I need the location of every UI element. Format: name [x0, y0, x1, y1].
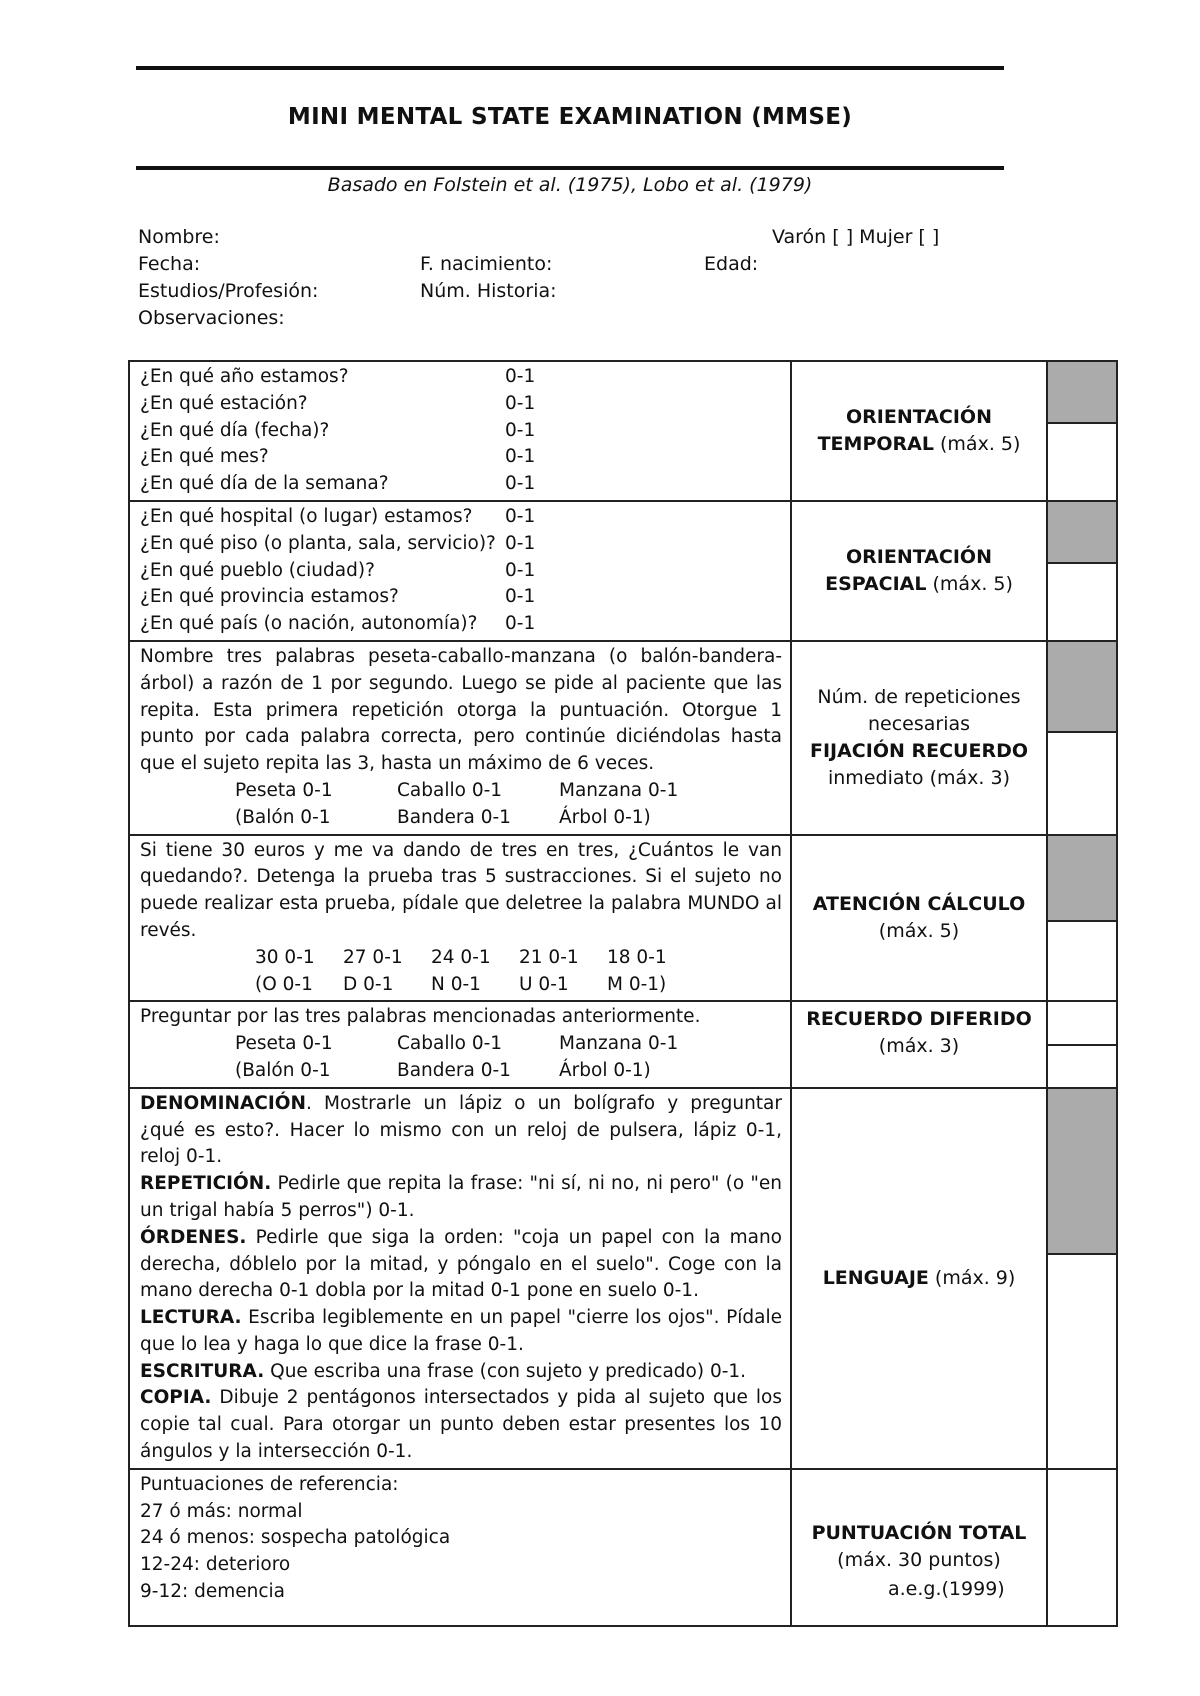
question-row	[140, 531, 782, 558]
diferido-instructions	[129, 1001, 791, 1087]
page-title: MINI MENTAL STATE EXAMINATION (MMSE)	[287, 104, 853, 130]
category-diferido	[791, 1001, 1047, 1087]
score-cell-lenguaje[interactable]	[1047, 1088, 1117, 1469]
question-score: 0-1	[505, 473, 536, 495]
question-row	[140, 418, 782, 445]
category-title: TEMPORAL	[817, 432, 934, 455]
question-row	[140, 364, 782, 391]
category-fijacion	[791, 641, 1047, 835]
category-note: necesarias	[867, 712, 971, 735]
section-atencion	[129, 835, 1117, 1002]
question-text: ¿En qué mes?	[140, 446, 269, 468]
score-box-shaded	[1048, 362, 1116, 424]
question-score: 0-1	[505, 446, 536, 468]
task-text: Pedirle que repita la frase: "ni sí, ni no, ni pero" (o "en un trigal había 5 perros") 0-1.	[140, 1173, 782, 1221]
reference-line: Puntuaciones de referencia:	[140, 1473, 399, 1495]
word-item: Peseta 0-1	[235, 1033, 333, 1055]
subtraction-item: 18 0-1	[607, 946, 667, 968]
category-max: (máx. 5)	[878, 919, 960, 942]
score-box[interactable]	[1048, 922, 1116, 995]
question-score: 0-1	[505, 559, 536, 581]
temporal-questions	[129, 361, 791, 501]
category-atencion	[791, 835, 1047, 1002]
subtraction-item: 21 0-1	[519, 946, 579, 968]
category-title: RECUERDO DIFERIDO	[806, 1008, 1032, 1031]
word-item: Bandera 0-1	[397, 1059, 511, 1081]
word-item: Árbol 0-1)	[559, 1059, 651, 1081]
lenguaje-instructions	[129, 1088, 791, 1469]
question-score: 0-1	[505, 613, 536, 635]
word-item: Manzana 0-1	[559, 1033, 679, 1055]
section-temporal	[129, 361, 1117, 501]
field-nacimiento[interactable]: F. nacimiento:	[420, 253, 553, 275]
spelling-item: M 0-1)	[607, 973, 667, 995]
reference-line: 24 ó menos: sospecha patológica	[140, 1527, 451, 1549]
top-rule	[136, 66, 1004, 70]
spelling-item: D 0-1	[343, 973, 394, 995]
category-max: (máx. 3)	[878, 1035, 960, 1058]
word-item: Manzana 0-1	[559, 779, 679, 801]
task-text: Que escriba una frase (con sujeto y predicado) 0-1.	[264, 1360, 747, 1382]
atencion-text: Si tiene 30 euros y me va dando de tres en tres, ¿Cuántos le van quedando?. Detenga la prueba tras 5 sustracciones. Si el sujeto no puede realizar esta prueba, pídale que deletree la palabra MUNDO al revés.	[140, 839, 782, 941]
category-note: Núm. de repeticiones	[817, 685, 1021, 708]
category-max: inmediato (máx. 3)	[827, 766, 1010, 789]
category-max: (máx. 5)	[933, 432, 1021, 455]
subtraction-item: 30 0-1	[255, 946, 315, 968]
field-estudios[interactable]: Estudios/Profesión:	[138, 280, 319, 302]
spelling-item: U 0-1	[519, 973, 569, 995]
category-title: ORIENTACIÓN	[846, 545, 992, 568]
section-total	[129, 1469, 1117, 1626]
category-temporal	[791, 361, 1047, 501]
score-box[interactable]	[1048, 1002, 1116, 1046]
question-score: 0-1	[505, 419, 536, 441]
task-title: COPIA.	[140, 1387, 212, 1409]
question-text: ¿En qué país (o nación, autonomía)?	[140, 613, 478, 635]
score-cell-atencion[interactable]	[1047, 835, 1117, 1002]
question-row	[140, 444, 782, 471]
question-score: 0-1	[505, 392, 536, 414]
question-text: ¿En qué pueblo (ciudad)?	[140, 559, 375, 581]
category-title: ORIENTACIÓN	[846, 405, 992, 428]
task-text: Escriba legiblemente en un papel "cierre los ojos". Pídale que lo lea y haga lo que dice la frase 0-1.	[140, 1307, 782, 1355]
field-nombre[interactable]: Nombre:	[138, 226, 220, 248]
question-row	[140, 391, 782, 418]
word-item: Caballo 0-1	[397, 779, 503, 801]
question-row	[140, 611, 782, 638]
score-box[interactable]	[1048, 564, 1116, 633]
score-box[interactable]	[1048, 1046, 1116, 1080]
score-cell-temporal[interactable]	[1047, 361, 1117, 501]
question-score: 0-1	[505, 505, 536, 527]
score-box-shaded	[1048, 836, 1116, 922]
reference-line: 9-12: demencia	[140, 1581, 286, 1603]
fijacion-text: Nombre tres palabras peseta-caballo-manzana (o balón-bandera-árbol) a razón de 1 por segundo. Luego se pide al paciente que las repita. Esta primera repetición otorga la puntuación. Otorgue 1 punto por cada palabra correcta, pero continúe diciéndolas hasta que el sujeto repita las 3, hasta un máximo de 6 veces.	[140, 645, 782, 775]
espacial-questions	[129, 501, 791, 641]
fijacion-instructions	[129, 641, 791, 835]
question-score: 0-1	[505, 586, 536, 608]
field-edad[interactable]: Edad:	[704, 253, 759, 275]
question-text: ¿En qué piso (o planta, sala, servicio)?	[140, 532, 496, 554]
category-max: (máx. 5)	[926, 572, 1013, 595]
question-score: 0-1	[505, 532, 536, 554]
section-lenguaje	[129, 1088, 1117, 1469]
footer-credit: a.e.g.(1999)	[888, 1578, 1005, 1600]
word-list-alt	[140, 1058, 782, 1085]
score-box[interactable]	[1048, 424, 1116, 494]
category-max: (máx. 9)	[928, 1266, 1016, 1289]
score-cell-espacial[interactable]	[1047, 501, 1117, 641]
task-title: ÓRDENES.	[140, 1226, 247, 1248]
question-text: ¿En qué día de la semana?	[140, 473, 389, 495]
subtraction-item: 27 0-1	[343, 946, 403, 968]
task-text: Pedirle que siga la orden: "coja un papel con la mano derecha, dóblelo por la mitad, y póngalo en el suelo". Coge con la mano derecha 0-1 dobla por la mitad 0-1 pone en suelo 0-1.	[140, 1226, 782, 1302]
question-row	[140, 471, 782, 498]
task-title: REPETICIÓN.	[140, 1173, 272, 1195]
score-cell-fijacion[interactable]	[1047, 641, 1117, 835]
question-row	[140, 504, 782, 531]
question-text: ¿En qué año estamos?	[140, 366, 349, 387]
spelling-item: N 0-1	[431, 973, 481, 995]
word-item: Peseta 0-1	[235, 779, 333, 801]
task-text: Dibuje 2 pentágonos intersectados y pida al sujeto que los copie tal cual. Para otorgar un punto deben estar presentes los 10 ángulos y la intersección 0-1.	[140, 1387, 782, 1463]
spelling-list	[140, 972, 782, 999]
category-max: (máx. 30 puntos)	[837, 1549, 1001, 1572]
question-row	[140, 584, 782, 611]
category-title: ESPACIAL	[825, 572, 927, 595]
reference-line: 12-24: deterioro	[140, 1554, 291, 1576]
task-title: DENOMINACIÓN	[140, 1092, 306, 1114]
mmse-table	[128, 360, 1118, 1627]
field-fecha[interactable]: Fecha:	[138, 253, 201, 275]
score-box[interactable]	[1048, 733, 1116, 828]
question-text: ¿En qué estación?	[140, 392, 308, 414]
word-item: (Balón 0-1	[235, 1059, 331, 1081]
category-total	[791, 1469, 1047, 1626]
question-row	[140, 558, 782, 585]
score-box-shaded	[1048, 502, 1116, 564]
section-diferido	[129, 1001, 1117, 1087]
spelling-item: (O 0-1	[255, 973, 313, 995]
reference-scores	[129, 1469, 791, 1626]
score-box-shaded	[1048, 642, 1116, 733]
atencion-instructions	[129, 835, 791, 1002]
task-title: LECTURA.	[140, 1307, 242, 1329]
section-fijacion	[129, 641, 1117, 835]
word-item: Bandera 0-1	[397, 806, 511, 828]
word-list	[140, 778, 782, 805]
page-subtitle: Basado en Folstein et al. (1975), Lobo et al. (1979)	[327, 174, 813, 196]
word-list	[140, 1031, 782, 1058]
word-item: (Balón 0-1	[235, 806, 331, 828]
score-cell-diferido[interactable]	[1047, 1001, 1117, 1087]
question-text: ¿En qué hospital (o lugar) estamos?	[140, 505, 473, 527]
field-historia[interactable]: Núm. Historia:	[420, 280, 557, 302]
category-title: FIJACIÓN RECUERDO	[809, 739, 1029, 762]
score-box[interactable]	[1048, 1255, 1116, 1435]
title-rule	[136, 166, 1004, 170]
reference-line: 27 ó más: normal	[140, 1500, 303, 1522]
question-text: ¿En qué provincia estamos?	[140, 586, 399, 608]
word-item: Árbol 0-1)	[559, 806, 651, 828]
score-cell-total[interactable]	[1047, 1469, 1117, 1626]
question-text: ¿En qué día (fecha)?	[140, 419, 330, 441]
task-text: . Mostrarle un lápiz o un bolígrafo y preguntar ¿qué es esto?. Hacer lo mismo con un reloj de pulsera, lápiz 0-1, reloj 0-1.	[140, 1092, 782, 1168]
category-title: LENGUAJE	[822, 1266, 929, 1289]
section-espacial	[129, 501, 1117, 641]
diferido-text: Preguntar por las tres palabras mencionadas anteriormente.	[140, 1006, 701, 1028]
subtraction-list	[140, 945, 782, 972]
word-item: Caballo 0-1	[397, 1033, 503, 1055]
subtraction-item: 24 0-1	[431, 946, 491, 968]
category-lenguaje	[791, 1088, 1047, 1469]
score-box-shaded	[1048, 1089, 1116, 1255]
category-title: ATENCIÓN CÁLCULO	[812, 892, 1026, 915]
field-observaciones[interactable]: Observaciones:	[138, 307, 285, 329]
category-title: PUNTUACIÓN TOTAL	[811, 1522, 1027, 1545]
task-title: ESCRITURA.	[140, 1360, 265, 1382]
question-score: 0-1	[505, 366, 536, 387]
category-espacial	[791, 501, 1047, 641]
field-sexo[interactable]: Varón [ ] Mujer [ ]	[772, 226, 940, 248]
word-list-alt	[140, 805, 782, 832]
